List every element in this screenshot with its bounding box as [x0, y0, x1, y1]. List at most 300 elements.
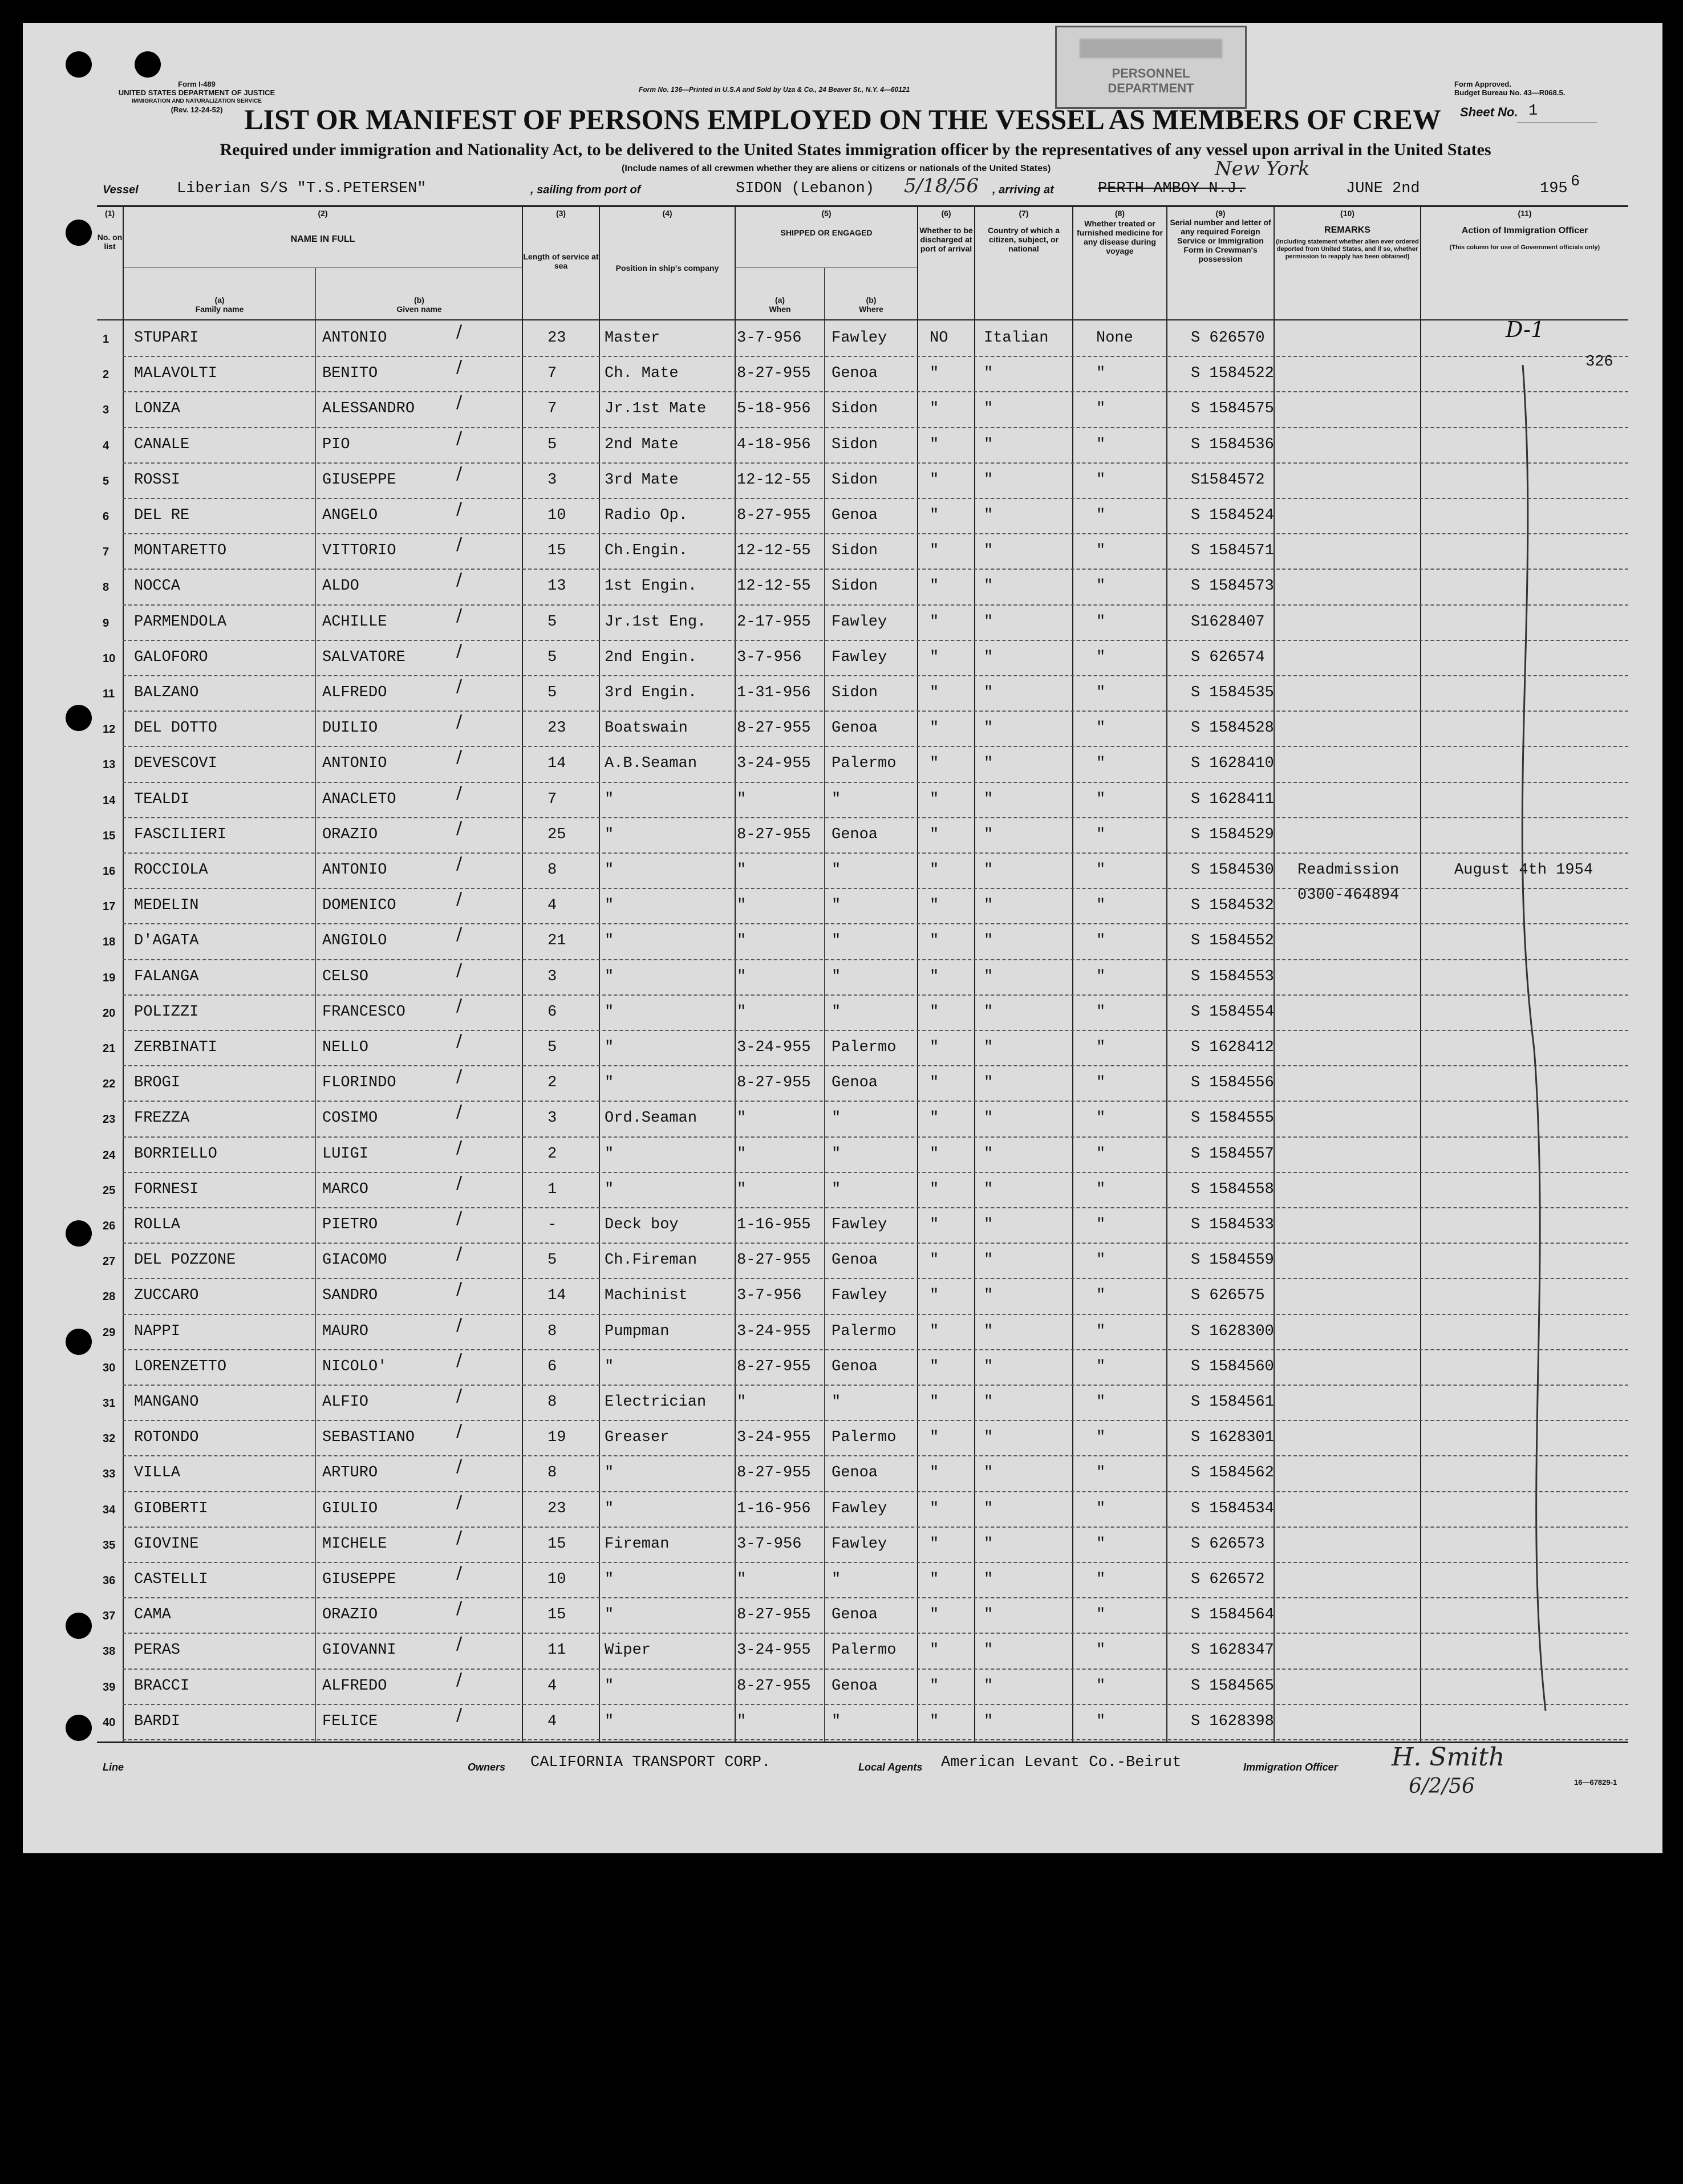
cell-ship-position: " — [605, 826, 614, 843]
cell-discharged-flag: " — [930, 932, 939, 950]
col-discharged-label: Whether to be discharged at port of arrival — [919, 226, 973, 253]
cell-serial-number: S 1584534 — [1191, 1500, 1274, 1517]
cell-treated-flag: " — [1096, 471, 1106, 489]
cell-citizenship: " — [984, 1145, 993, 1163]
cell-family-name: MONTARETTO — [134, 542, 227, 560]
cell-engaged-where: Genoa — [832, 720, 878, 737]
col-no-number: (1) — [104, 209, 115, 218]
cell-engaged-when: 1-16-955 — [737, 1216, 811, 1233]
cell-citizenship: " — [984, 1358, 993, 1375]
cell-treated-flag: " — [1096, 897, 1106, 915]
cell-treated-flag: " — [1096, 1464, 1106, 1482]
cell-engaged-where: Sidon — [832, 471, 878, 489]
cell-family-name: BARDI — [134, 1712, 181, 1730]
vessel-name: Liberian S/S "T.S.PETERSEN" — [177, 180, 427, 197]
cell-family-name: BALZANO — [134, 684, 199, 701]
table-row — [23, 356, 1662, 391]
check-tick-icon: ∕ — [456, 1669, 463, 1690]
stamp-line-1: PERSONNEL — [1112, 66, 1190, 80]
cell-engaged-when: " — [737, 1110, 747, 1127]
cell-engaged-where: " — [832, 1145, 841, 1163]
cell-family-name: ROLLA — [134, 1216, 181, 1233]
cell-engaged-when: 2-17-955 — [737, 613, 811, 631]
cell-row-number: 1 — [103, 333, 110, 346]
check-tick-icon: ∕ — [456, 782, 463, 803]
sheet-number: 1 — [1528, 103, 1538, 120]
cell-service-length: 8 — [548, 862, 557, 879]
cell-family-name: LONZA — [134, 400, 181, 418]
col-shipped-label: SHIPPED OR ENGAGED — [780, 228, 873, 237]
cell-engaged-when: " — [737, 968, 747, 985]
cell-discharged-flag: " — [930, 507, 939, 524]
check-tick-icon: ∕ — [456, 1704, 463, 1725]
col-when-label: When — [769, 305, 791, 314]
cell-engaged-when: 1-16-956 — [737, 1500, 811, 1517]
cell-engaged-where: Fawley — [832, 1216, 887, 1233]
check-tick-icon: ∕ — [456, 392, 463, 413]
cell-citizenship: " — [984, 1252, 993, 1269]
cell-ship-position: Ch. Mate — [605, 365, 679, 383]
cell-treated-flag: " — [1096, 1252, 1106, 1269]
cell-citizenship: " — [984, 1606, 993, 1624]
cell-citizenship: " — [984, 507, 993, 524]
cell-family-name: CASTELLI — [134, 1571, 208, 1588]
cell-engaged-when: 8-27-955 — [737, 1464, 811, 1482]
table-row — [23, 675, 1662, 711]
cell-citizenship: " — [984, 932, 993, 950]
cell-engaged-when: " — [737, 1712, 747, 1730]
cell-engaged-when: 3-24-955 — [737, 755, 811, 773]
cell-serial-number: S 1584528 — [1191, 720, 1274, 737]
col-treated-label: Whether treated or furnished medicine for any disease during voyage — [1077, 219, 1163, 255]
cell-treated-flag: " — [1096, 755, 1106, 773]
cell-row-number: 3 — [103, 404, 110, 417]
cell-service-length: 4 — [548, 1712, 557, 1730]
cell-ship-position: " — [605, 862, 614, 879]
cell-service-length: 21 — [548, 932, 566, 950]
cell-serial-number: S 1628412 — [1191, 1039, 1274, 1056]
form-service: IMMIGRATION AND NATURALIZATION SERVICE — [132, 98, 262, 104]
cell-serial-number: S 1584573 — [1191, 578, 1274, 595]
cell-family-name: FREZZA — [134, 1110, 190, 1127]
col-discharged-number: (6) — [941, 209, 951, 218]
table-row — [23, 569, 1662, 604]
cell-engaged-where: Palermo — [832, 1642, 897, 1659]
cell-service-length: 23 — [548, 330, 566, 347]
cell-engaged-where: Genoa — [832, 1606, 878, 1624]
cell-treated-flag: " — [1096, 1642, 1106, 1659]
cell-discharged-flag: " — [930, 1180, 939, 1198]
sailing-port: SIDON (Lebanon) — [736, 180, 875, 197]
cell-serial-number: S 626575 — [1191, 1287, 1265, 1305]
check-tick-icon: ∕ — [456, 357, 463, 377]
check-tick-icon: ∕ — [456, 1244, 463, 1264]
col-remarks-number: (10) — [1340, 209, 1354, 218]
table-row — [23, 317, 1662, 356]
cell-service-length: 25 — [548, 826, 566, 843]
cell-treated-flag: " — [1096, 862, 1106, 879]
cell-ship-position: " — [605, 1039, 614, 1056]
table-row — [23, 1633, 1662, 1668]
cell-family-name: ROCCIOLA — [134, 862, 208, 879]
cell-citizenship: " — [984, 1677, 993, 1695]
form-dept: UNITED STATES DEPARTMENT OF JUSTICE — [118, 88, 275, 97]
cell-row-number: 40 — [103, 1716, 116, 1729]
cell-service-length: 19 — [548, 1429, 566, 1447]
cell-citizenship: " — [984, 1003, 993, 1021]
cell-service-length: 15 — [548, 1606, 566, 1624]
cell-given-name: GIULIO — [322, 1500, 378, 1517]
arrival-year-suffix: 6 — [1571, 173, 1580, 190]
cell-family-name: PARMENDOLA — [134, 613, 227, 631]
cell-treated-flag: " — [1096, 1712, 1106, 1730]
check-tick-icon: ∕ — [456, 676, 463, 696]
cell-service-length: 5 — [548, 1252, 557, 1269]
manifest-sheet — [23, 23, 1662, 1853]
col-shipped-number: (5) — [821, 209, 832, 218]
cell-engaged-when: 3-24-955 — [737, 1642, 811, 1659]
cell-row-number: 2 — [103, 368, 110, 381]
form-number: Form I-489 — [178, 80, 216, 88]
check-tick-icon: ∕ — [456, 1386, 463, 1406]
cell-citizenship: " — [984, 1180, 993, 1198]
cell-ship-position: " — [605, 1464, 614, 1482]
cell-family-name: BRACCI — [134, 1677, 190, 1695]
cell-engaged-where: " — [832, 1110, 841, 1127]
cell-treated-flag: " — [1096, 578, 1106, 595]
cell-engaged-where: " — [832, 790, 841, 808]
check-tick-icon: ∕ — [456, 605, 463, 626]
cell-engaged-when: 8-27-955 — [737, 1606, 811, 1624]
cell-engaged-where: " — [832, 1571, 841, 1588]
stamp-text — [1057, 66, 1245, 96]
cell-citizenship: " — [984, 1039, 993, 1056]
cell-citizenship: " — [984, 1464, 993, 1482]
cell-discharged-flag: " — [930, 1677, 939, 1695]
cell-family-name: D'AGATA — [134, 932, 199, 950]
cell-engaged-where: Sidon — [832, 542, 878, 560]
check-tick-icon: ∕ — [456, 1350, 463, 1370]
cell-discharged-flag: " — [930, 1429, 939, 1447]
col-name-number: (2) — [318, 209, 328, 218]
stamp-line-2: DEPARTMENT — [1108, 81, 1194, 95]
cell-citizenship: " — [984, 1429, 993, 1447]
cell-engaged-where: Genoa — [832, 365, 878, 383]
cell-engaged-when: 3-24-955 — [737, 1039, 811, 1056]
cell-engaged-when: 8-27-955 — [737, 720, 811, 737]
col-serial-number: (9) — [1215, 209, 1226, 218]
cell-citizenship: " — [984, 400, 993, 418]
cell-ship-position: " — [605, 790, 614, 808]
footer — [23, 1743, 1662, 1798]
cell-discharged-flag: " — [930, 436, 939, 453]
punch-hole — [135, 51, 161, 78]
cell-ship-position: " — [605, 1712, 614, 1730]
cell-discharged-flag: " — [930, 1712, 939, 1730]
cell-service-length: 6 — [548, 1358, 557, 1375]
check-tick-icon: ∕ — [456, 1456, 463, 1477]
cell-ship-position: 2nd Engin. — [605, 648, 697, 666]
cell-serial-number: S 626573 — [1191, 1535, 1265, 1553]
table-row — [23, 1030, 1662, 1065]
cell-engaged-when: " — [737, 1145, 747, 1163]
cell-ship-position: Pumpman — [605, 1322, 670, 1340]
cell-service-length: 13 — [548, 578, 566, 595]
check-tick-icon: ∕ — [456, 1031, 463, 1051]
check-tick-icon: ∕ — [456, 1279, 463, 1300]
col-action-header — [1421, 209, 1628, 251]
cell-service-length: 7 — [548, 365, 557, 383]
col-name-label: NAME IN FULL — [290, 234, 355, 244]
cell-row-number: 28 — [103, 1290, 116, 1304]
check-tick-icon: ∕ — [456, 889, 463, 910]
cell-family-name: GALOFORO — [134, 648, 208, 666]
cell-row-number: 11 — [103, 688, 115, 700]
cell-family-name: MALAVOLTI — [134, 365, 217, 383]
page-title: LIST OR MANIFEST OF PERSONS EMPLOYED ON THE VESSEL AS MEMBERS OF CREW — [244, 103, 1441, 135]
cell-family-name: ZUCCARO — [134, 1287, 199, 1305]
cell-engaged-where: Palermo — [832, 1039, 897, 1056]
cell-engaged-where: Sidon — [832, 578, 878, 595]
arriving-handwritten: New York — [1215, 157, 1310, 180]
cell-treated-flag: " — [1096, 968, 1106, 985]
cell-discharged-flag: " — [930, 1074, 939, 1092]
cell-discharged-flag: " — [930, 1358, 939, 1375]
table-row — [23, 391, 1662, 427]
cell-service-length: 2 — [548, 1074, 557, 1092]
cell-family-name: CANALE — [134, 436, 190, 453]
agents-name: American Levant Co.-Beirut — [941, 1754, 1182, 1771]
officer-date: 6/2/56 — [1409, 1775, 1475, 1798]
cell-ship-position: " — [605, 897, 614, 915]
table-row — [23, 782, 1662, 817]
table-row — [23, 1562, 1662, 1597]
cell-serial-number: S 1584565 — [1191, 1677, 1274, 1695]
table-row — [23, 959, 1662, 994]
cell-family-name: FASCILIERI — [134, 826, 227, 843]
cell-family-name: POLIZZI — [134, 1003, 199, 1021]
cell-engaged-where: Genoa — [832, 1074, 878, 1092]
col-serial-header — [1167, 209, 1274, 263]
cell-service-length: 5 — [548, 436, 557, 453]
cell-ship-position: Jr.1st Eng. — [605, 613, 707, 631]
cell-ship-position: Boatswain — [605, 720, 688, 737]
cell-given-name: PIO — [322, 436, 350, 453]
table-row — [23, 1136, 1662, 1172]
table-row — [23, 604, 1662, 640]
cell-engaged-when: 8-27-955 — [737, 826, 811, 843]
cell-row-number: 15 — [103, 829, 116, 842]
cell-given-name: MICHELE — [322, 1535, 387, 1553]
cell-engaged-where: Genoa — [832, 1252, 878, 1269]
cell-service-length: 23 — [548, 720, 566, 737]
cell-officer-action: 326 — [1585, 354, 1613, 371]
cell-citizenship: " — [984, 1535, 993, 1553]
budget-number: Budget Bureau No. 43—R068.5. — [1454, 88, 1566, 97]
cell-treated-flag: " — [1096, 507, 1106, 524]
cell-given-name: LUIGI — [322, 1145, 369, 1163]
sailing-label: , sailing from port of — [530, 184, 641, 196]
cell-row-number: 20 — [103, 1006, 116, 1020]
cell-treated-flag: " — [1096, 1110, 1106, 1127]
cell-engaged-when: 1-31-956 — [737, 684, 811, 701]
cell-given-name: CELSO — [322, 968, 369, 985]
check-tick-icon: ∕ — [456, 534, 463, 555]
cell-service-length: 14 — [548, 1287, 566, 1305]
cell-service-length: 15 — [548, 542, 566, 560]
cell-discharged-flag: " — [930, 400, 939, 418]
cell-row-number: 23 — [103, 1113, 116, 1126]
table-row — [23, 1349, 1662, 1385]
cell-treated-flag: " — [1096, 1394, 1106, 1411]
col-given-letter: (b) — [414, 295, 424, 305]
check-tick-icon: ∕ — [456, 1066, 463, 1087]
cell-row-number: 32 — [103, 1432, 116, 1446]
table-row — [23, 1669, 1662, 1704]
cell-engaged-where: Fawley — [832, 1500, 887, 1517]
cell-engaged-when: " — [737, 932, 747, 950]
cell-serial-number: S 1584556 — [1191, 1074, 1274, 1092]
cell-treated-flag: " — [1096, 1322, 1106, 1340]
col-remarks-header — [1275, 209, 1420, 261]
cell-citizenship: " — [984, 613, 993, 631]
cell-service-length: 2 — [548, 1145, 557, 1163]
check-tick-icon: ∕ — [456, 1172, 463, 1193]
cell-service-length: 3 — [548, 968, 557, 985]
cell-row-number: 19 — [103, 971, 116, 984]
cell-serial-number: S 1584557 — [1191, 1145, 1274, 1163]
cell-discharged-flag: " — [930, 755, 939, 773]
cell-discharged-flag: " — [930, 578, 939, 595]
cell-engaged-where: Genoa — [832, 507, 878, 524]
punch-hole — [66, 220, 92, 246]
cell-family-name: STUPARI — [134, 330, 199, 347]
cell-given-name: ANTONIO — [322, 755, 387, 773]
cell-engaged-where: " — [832, 1003, 841, 1021]
cell-treated-flag: " — [1096, 1003, 1106, 1021]
cell-remarks: Readmission — [1297, 862, 1400, 879]
cell-treated-flag: " — [1096, 648, 1106, 666]
cell-given-name: NICOLO' — [322, 1358, 387, 1375]
cell-serial-number: S 1584536 — [1191, 436, 1274, 453]
cell-ship-position: " — [605, 1500, 614, 1517]
cell-officer-action: D-1 — [1506, 317, 1545, 342]
cell-family-name: DEL POZZONE — [134, 1252, 236, 1269]
cell-ship-position: Fireman — [605, 1535, 670, 1553]
col-no-header — [97, 209, 123, 251]
cell-serial-number: S 1584554 — [1191, 1003, 1274, 1021]
col-no-label: No. on list — [97, 233, 123, 251]
cell-given-name: ALFREDO — [322, 1677, 387, 1695]
cell-ship-position: Greaser — [605, 1429, 670, 1447]
cell-citizenship: " — [984, 1287, 993, 1305]
cell-given-name: MAURO — [322, 1322, 369, 1340]
check-tick-icon: ∕ — [456, 1314, 463, 1335]
cell-family-name: TEALDI — [134, 790, 190, 808]
table-row — [23, 853, 1662, 888]
cell-discharged-flag: " — [930, 1464, 939, 1482]
cell-service-length: 10 — [548, 1571, 566, 1588]
check-tick-icon: ∕ — [456, 428, 463, 448]
cell-ship-position: Ch.Engin. — [605, 542, 688, 560]
col-action-note: (This column for use of Government officials only) — [1449, 244, 1600, 251]
cell-engaged-where: Palermo — [832, 1429, 897, 1447]
cell-ship-position: " — [605, 1180, 614, 1198]
cell-discharged-flag: " — [930, 1216, 939, 1233]
cell-row-number: 26 — [103, 1220, 116, 1232]
cell-engaged-when: 8-27-955 — [737, 507, 811, 524]
cell-serial-number: S 1584524 — [1191, 507, 1274, 524]
cell-serial-number: S 626572 — [1191, 1571, 1265, 1588]
cell-engaged-where: Palermo — [832, 755, 897, 773]
col-treated-header — [1073, 209, 1166, 255]
cell-ship-position: Machinist — [605, 1287, 688, 1305]
cell-treated-flag: " — [1096, 1606, 1106, 1624]
check-tick-icon: ∕ — [456, 570, 463, 590]
cell-serial-number: S 1584571 — [1191, 542, 1274, 560]
table-row — [23, 1314, 1662, 1349]
cell-discharged-flag: " — [930, 1110, 939, 1127]
col-where-letter: (b) — [866, 295, 877, 305]
arriving-label: , arriving at — [992, 184, 1054, 196]
officer-label: Immigration Officer — [1243, 1761, 1338, 1773]
cell-serial-number: S 1584529 — [1191, 826, 1274, 843]
cell-given-name: ALFREDO — [322, 684, 387, 701]
cell-service-length: 11 — [548, 1642, 566, 1659]
cell-discharged-flag: " — [930, 897, 939, 915]
cell-serial-number: S 1584553 — [1191, 968, 1274, 985]
cell-row-number: 33 — [103, 1468, 116, 1481]
col-where-header — [825, 295, 917, 314]
cell-row-number: 7 — [103, 546, 110, 559]
check-tick-icon: ∕ — [456, 960, 463, 980]
cell-ship-position: " — [605, 932, 614, 950]
cell-engaged-where: Genoa — [832, 1464, 878, 1482]
check-tick-icon: ∕ — [456, 818, 463, 838]
cell-ship-position: Master — [605, 330, 660, 347]
cell-row-number: 21 — [103, 1042, 116, 1055]
cell-discharged-flag: " — [930, 1322, 939, 1340]
cell-service-length: 23 — [548, 1500, 566, 1517]
cell-engaged-when: 8-27-955 — [737, 1074, 811, 1092]
cell-ship-position: " — [605, 1074, 614, 1092]
col-given-header — [317, 295, 522, 314]
cell-ship-position: A.B.Seaman — [605, 755, 697, 773]
cell-engaged-where: Genoa — [832, 826, 878, 843]
cell-engaged-when: " — [737, 897, 747, 915]
page-subtitle: Required under immigration and Nationality Act, to be delivered to the United States immigration officer by the representatives of any vessel upon arrival in the United States — [220, 140, 1491, 159]
cell-serial-number: S 1628347 — [1191, 1642, 1274, 1659]
cell-discharged-flag: " — [930, 1003, 939, 1021]
col-position-header — [600, 209, 735, 273]
cell-ship-position: Jr.1st Mate — [605, 400, 707, 418]
approval-block — [1454, 80, 1565, 97]
cell-service-length: 3 — [548, 1110, 557, 1127]
cell-service-length: 8 — [548, 1322, 557, 1340]
check-tick-icon: ∕ — [456, 1598, 463, 1619]
cell-service-length: - — [548, 1216, 557, 1233]
cell-treated-flag: " — [1096, 436, 1106, 453]
check-tick-icon: ∕ — [456, 1634, 463, 1654]
cell-ship-position: Electrician — [605, 1394, 707, 1411]
col-where-label: Where — [859, 305, 883, 314]
cell-citizenship: " — [984, 1500, 993, 1517]
cell-discharged-flag: " — [930, 542, 939, 560]
cell-row-number: 5 — [103, 474, 110, 488]
cell-serial-number: S 1584561 — [1191, 1394, 1274, 1411]
table-top-rule — [97, 205, 1628, 207]
cell-treated-flag: " — [1096, 932, 1106, 950]
